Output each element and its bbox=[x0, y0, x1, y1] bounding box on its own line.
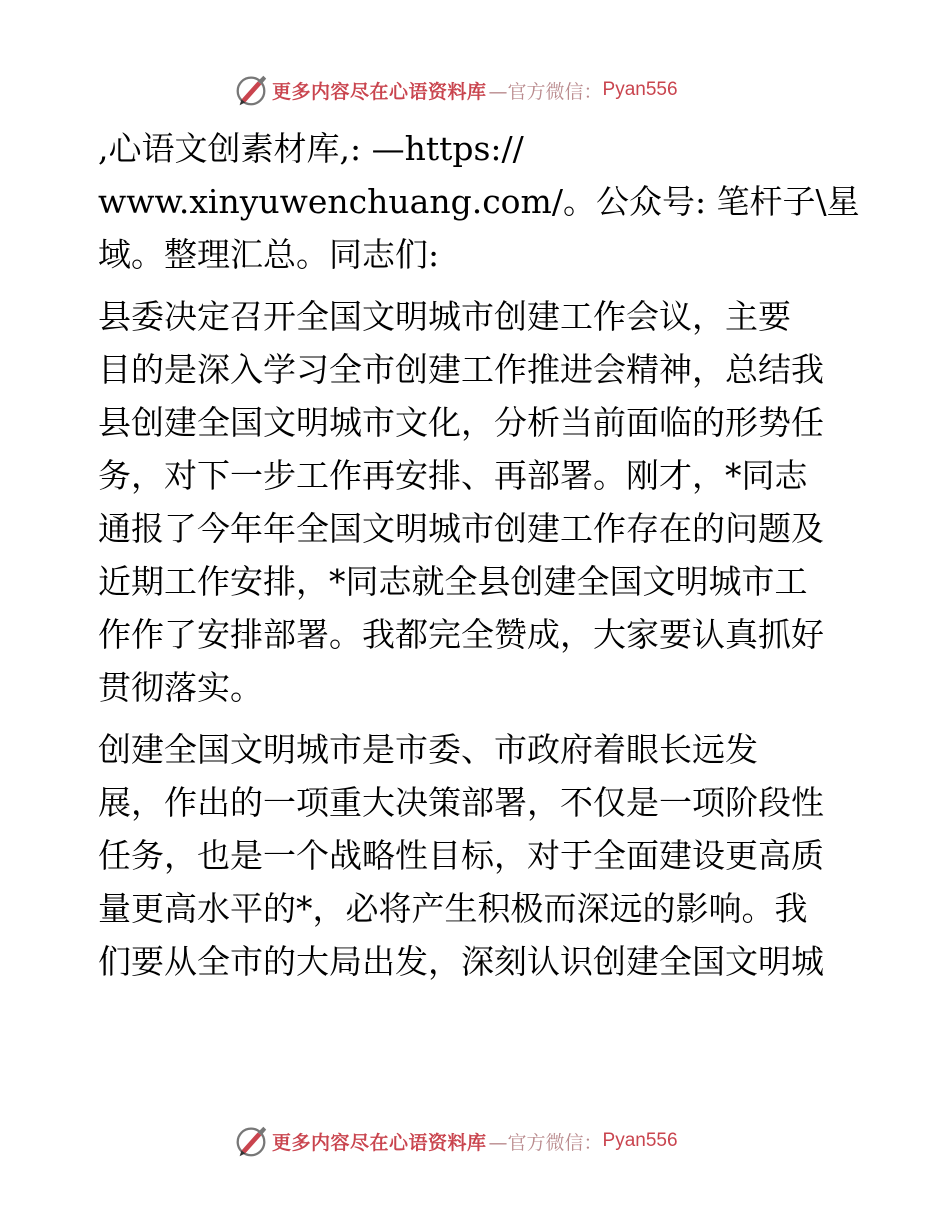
banner-wechat-handle: Pyan556 bbox=[602, 79, 678, 100]
document-body bbox=[98, 122, 860, 997]
banner-wechat-handle: Pyan556 bbox=[602, 1130, 678, 1151]
paragraph-line: 通报了今年年全国文明城市创建工作存在的问题及 bbox=[98, 509, 824, 548]
body-paragraph bbox=[98, 122, 860, 281]
pen-logo-icon bbox=[232, 71, 270, 109]
paragraph-line: 域。整理汇总。同志们: bbox=[98, 235, 440, 274]
body-paragraph bbox=[98, 290, 850, 714]
paragraph-line: 贯彻落实。 bbox=[98, 668, 263, 707]
banner-main-text: 更多内容尽在心语资料库 bbox=[272, 1131, 487, 1154]
paragraph-line: 作作了安排部署。我都完全赞成，大家要认真抓好 bbox=[98, 615, 824, 654]
banner-sub-text: —官方微信： bbox=[488, 1131, 603, 1154]
paragraph-line: 们要从全市的大局出发，深刻认识创建全国文明城 bbox=[98, 942, 824, 981]
header-banner bbox=[232, 70, 678, 110]
banner-sub-text: —官方微信： bbox=[488, 80, 603, 103]
paragraph-line: 任务，也是一个战略性目标，对于全面建设更高质 bbox=[98, 836, 824, 875]
paragraph-line: 近期工作安排，*同志就全县创建全国文明城市工 bbox=[98, 562, 808, 601]
footer-banner bbox=[232, 1121, 678, 1161]
paragraph-line: www.xinyuwenchuang.com/。公众号: 笔杆子\星 bbox=[98, 182, 860, 221]
paragraph-line: 展，作出的一项重大决策部署，不仅是一项阶段性 bbox=[98, 783, 824, 822]
paragraph-line: 创建全国文明城市是市委、市政府着眼长远发 bbox=[98, 730, 758, 769]
paragraph-line: 目的是深入学习全市创建工作推进会精神，总结我 bbox=[98, 350, 824, 389]
paragraph-line: 务，对下一步工作再安排、再部署。刚才，*同志 bbox=[98, 456, 808, 495]
paragraph-line: 县创建全国文明城市文化，分析当前面临的形势任 bbox=[98, 403, 824, 442]
banner-main-text: 更多内容尽在心语资料库 bbox=[272, 80, 487, 103]
pen-logo-icon bbox=[232, 1122, 270, 1160]
body-paragraph bbox=[98, 723, 850, 988]
paragraph-line: ,心语文创素材库,: —https:// bbox=[98, 129, 524, 168]
paragraph-line: 县委决定召开全国文明城市创建工作会议，主要 bbox=[98, 297, 791, 336]
paragraph-line: 量更高水平的*，必将产生积极而深远的影响。我 bbox=[98, 889, 808, 928]
